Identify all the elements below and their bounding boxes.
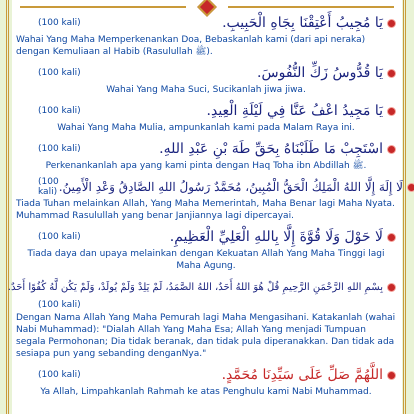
dhikr-entry (16, 100, 396, 134)
repeat-count: (100 kali) (38, 232, 81, 242)
translation: Perkenankanlah apa yang kami pinta dengan Haq Toha ibn Abdillah ﷺ. (45, 161, 367, 171)
arabic-text: يَا مَجِيدُ اعْفُ عَنَّا فِي لَيْلَةِ الْعِيدِ. (206, 103, 383, 119)
arabic-text: اسْتَجِبْ مَا طَلَبْنَاهُ بِحَقِّ طَهَ بْنِ عَبْدِ اللهِ. (159, 141, 383, 157)
translation: Wahai Yang Maha Memperkenankan Doa, Bebaskanlah kami (dari api neraka) dengan Kemuliaan al Habib (Rasulullah ﷺ). (16, 35, 366, 57)
arabic-text-container (222, 15, 396, 31)
bullet-icon (387, 371, 396, 380)
translation: Wahai Yang Maha Mulia, ampunkanlah kami pada Malam Raya ini. (57, 123, 355, 133)
arabic-row (16, 364, 396, 386)
arabic-text: لَا إِلَهَ إِلَّا اللهُ الْمَلِكُ الْحَقُّ الْمُبِينُ، مُحَمَّدٌ رَسُولُ اللهِ الصَّادِقُ وَعْدِ الْأَمِينُ. (58, 180, 403, 194)
bullet-icon (387, 107, 396, 116)
bullet-icon (387, 233, 396, 242)
ornament-line-left (20, 6, 186, 8)
bullet-icon (387, 69, 396, 78)
arabic-text-container (207, 103, 396, 119)
translation: Dengan Nama Allah Yang Maha Pemurah lagi Maha Mengasihani. Katakanlah (wahai Nabi Muhammad): "Dialah Allah Yang Maha Esa; Allah Yang menjadi Tumpuan segala Permohonan; Dia tidak beranak, dan tidak pula diperanakkan. Dan tidak ada sesiapa pun yang sebanding denganNya." (16, 313, 396, 359)
arabic-text: بِسْمِ اللهِ الرَّحْمَنِ الرَّحِيمِ قُلْ هُوَ اللهُ أَحَدٌ، اللهُ الصَّمَدُ، لَمْ يَلِدْ وَلَمْ يُولَدْ، وَلَمْ يَكُن لَّهُ كُفُوًا أَحَدٌ. (7, 281, 383, 293)
dhikr-list (7, 12, 403, 402)
arabic-row (16, 138, 396, 160)
arabic-text-container (170, 229, 396, 245)
arabic-text-container (159, 141, 396, 157)
bullet-icon (387, 283, 396, 292)
dhikr-entry (16, 364, 396, 398)
arabic-text: لَا حَوْلَ وَلَا قُوَّةَ إِلَّا بِاللهِ الْعَلِيِّ الْعَظِيمِ. (169, 229, 383, 245)
repeat-count: (100 kali) (38, 370, 81, 380)
translation: Tiada Tuhan melainkan Allah, Yang Maha Memerintah, Maha Benar lagi Maha Nyata. Muhammad Rasulullah yang benar Janjiannya lagi dipercayai. (16, 199, 395, 221)
arabic-row (16, 12, 396, 34)
arabic-row (7, 276, 396, 298)
translation: Tiada daya dan upaya melainkan dengan Kekuatan Allah Yang Maha Tinggi lagi Maha Agung. (27, 249, 385, 271)
bullet-icon (407, 183, 414, 192)
dhikr-entry (16, 138, 396, 172)
repeat-count: (100 kali) (38, 106, 81, 116)
repeat-count: (100 kali) (38, 18, 81, 28)
repeat-count: (100 kali) (38, 177, 59, 197)
dhikr-entry (16, 12, 396, 58)
arabic-text: اللَّهُمَّ صَلِّ عَلَى سَيِّدِنَا مُحَمَّدٍ. (221, 367, 383, 383)
repeat-count: (100 kali) (38, 144, 81, 154)
arabic-text-container (8, 282, 396, 293)
arabic-row (16, 226, 396, 248)
arabic-row (16, 176, 403, 198)
dhikr-entry (7, 276, 396, 360)
repeat-count: (100 kali) (38, 300, 81, 310)
translation: Ya Allah, Limpahkanlah Rahmah ke atas Penghulu kami Nabi Muhammad. (40, 387, 372, 397)
bullet-icon (387, 19, 396, 28)
arabic-row (16, 62, 396, 84)
ornament-line-right (228, 6, 394, 8)
dhikr-entry (16, 226, 396, 272)
dhikr-entry (16, 62, 396, 96)
arabic-row (16, 100, 396, 122)
bullet-icon (387, 145, 396, 154)
arabic-text-container (222, 367, 396, 383)
translation: Wahai Yang Maha Suci, Sucikanlah jiwa jiwa. (106, 85, 306, 95)
arabic-text: يَا مُجِيبُ أَعْتِقْنَا بِجَاهِ الْحَبِيبِ. (222, 15, 383, 31)
arabic-text-container (59, 180, 414, 194)
arabic-text-container (257, 65, 396, 81)
arabic-text: يَا قُدُّوسُ زَكِّ النُّفُوسَ. (257, 65, 383, 81)
dhikr-entry (16, 176, 403, 222)
repeat-count: (100 kali) (38, 68, 81, 78)
